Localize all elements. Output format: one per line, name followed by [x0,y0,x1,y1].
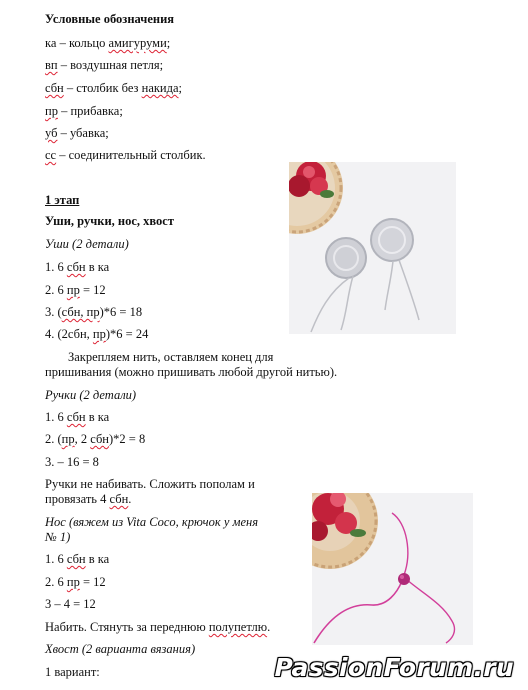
ear-piece [326,238,366,278]
note-text: . [128,492,132,506]
row-text: , 2 [74,432,91,446]
legend-item-pr [45,104,123,119]
abbr: пр [45,104,58,118]
abbr: уб [45,126,58,140]
row-text: пр [66,283,80,297]
legend-title: Условные обозначения [45,12,175,26]
ears-row-3 [45,305,142,320]
nose-note [45,620,270,635]
row-text: сбн [66,260,86,274]
legend-text: ; [178,81,183,95]
hands-heading: Ручки (2 детали) [45,388,137,402]
note-text: сбн [109,492,129,506]
tail-heading: Хвост (2 варианта вязания) [45,642,196,656]
tail-variant: 1 вариант: [45,665,100,679]
row-text: = 12 [79,283,106,297]
row-text: 4. (2сбн, [45,327,93,341]
legend-item-vp [45,58,163,73]
row-text: пр [61,432,75,446]
abbr: сбн [45,81,64,95]
row-text: 1. 6 [45,410,67,424]
ears-note-line1: Закрепляем нить, оставляем конец для [68,350,274,364]
ears-row-1 [45,260,109,275]
legend-text: – прибавка; [57,104,123,118]
row-text: в ка [85,260,110,274]
photo-nose [312,493,473,645]
row-text: )*6 = 24 [105,327,149,341]
legend-text: – убавка; [57,126,109,140]
row-text: 2. 6 [45,575,67,589]
legend-text: амигуруми [108,36,167,50]
row-text: )*6 = 18 [99,305,143,319]
abbr: сс [45,148,57,162]
nose-heading-line1: Нос (вяжем из Vita Coco, крючок у меня [45,515,259,529]
legend-item-ss [45,148,206,163]
legend-text: – столбик без [63,81,142,95]
row-text: 3. ( [45,305,62,319]
row-text: в ка [85,410,110,424]
ears-row-2 [45,283,106,298]
row-text: = 12 [79,575,106,589]
ears-note-line2: пришивания (можно пришивать любой другой нитью). [45,365,338,379]
nose-row-1 [45,552,109,567]
note-text: . [267,620,271,634]
hands-row-3: 3. – 16 = 8 [45,455,99,469]
stage-title: 1 этап [45,193,80,207]
nose-heading-line2: № 1) [45,530,71,544]
row-text: в ка [85,552,110,566]
row-text: 1. 6 [45,552,67,566]
legend-text: – кольцо [56,36,109,50]
watermark: PassionForum.ru [274,653,514,682]
row-text: сбн, пр [61,305,100,319]
legend-item-ka [45,36,170,51]
row-text: 2. ( [45,432,62,446]
row-text: )*2 = 8 [109,432,146,446]
note-text: Набить. Стянуть за переднюю [45,620,209,634]
legend-item-ub [45,126,109,141]
legend-text: ; [166,36,171,50]
row-text: пр [66,575,80,589]
photo-ears [289,162,456,334]
hands-note-line1: Ручки не набивать. Сложить пополам и [45,477,255,491]
legend-text: – воздушная петля; [57,58,164,72]
row-text: сбн [66,410,86,424]
hands-row-1 [45,410,109,425]
nose-row-2 [45,575,106,590]
row-text: 1. 6 [45,260,67,274]
row-text: пр [92,327,106,341]
note-text: полупетлю [208,620,268,634]
row-text: 2. 6 [45,283,67,297]
legend-text: накида [141,81,179,95]
hands-note-line2 [45,492,131,507]
row-text: сбн [90,432,109,446]
legend-item-sbn [45,81,182,96]
hands-row-2 [45,432,145,447]
abbr: вп [45,58,58,72]
row-text: сбн [66,552,86,566]
note-text: провязать 4 [45,492,110,506]
nose-piece [398,573,410,585]
stage-subtitle: Уши, ручки, нос, хвост [45,214,174,228]
nose-row-3: 3 – 4 = 12 [45,597,96,611]
abbr: ка [45,36,57,50]
ear-piece [371,219,413,261]
legend-text: – соединительный столбик. [56,148,206,162]
ears-row-4 [45,327,148,342]
ears-heading: Уши (2 детали) [45,237,129,251]
